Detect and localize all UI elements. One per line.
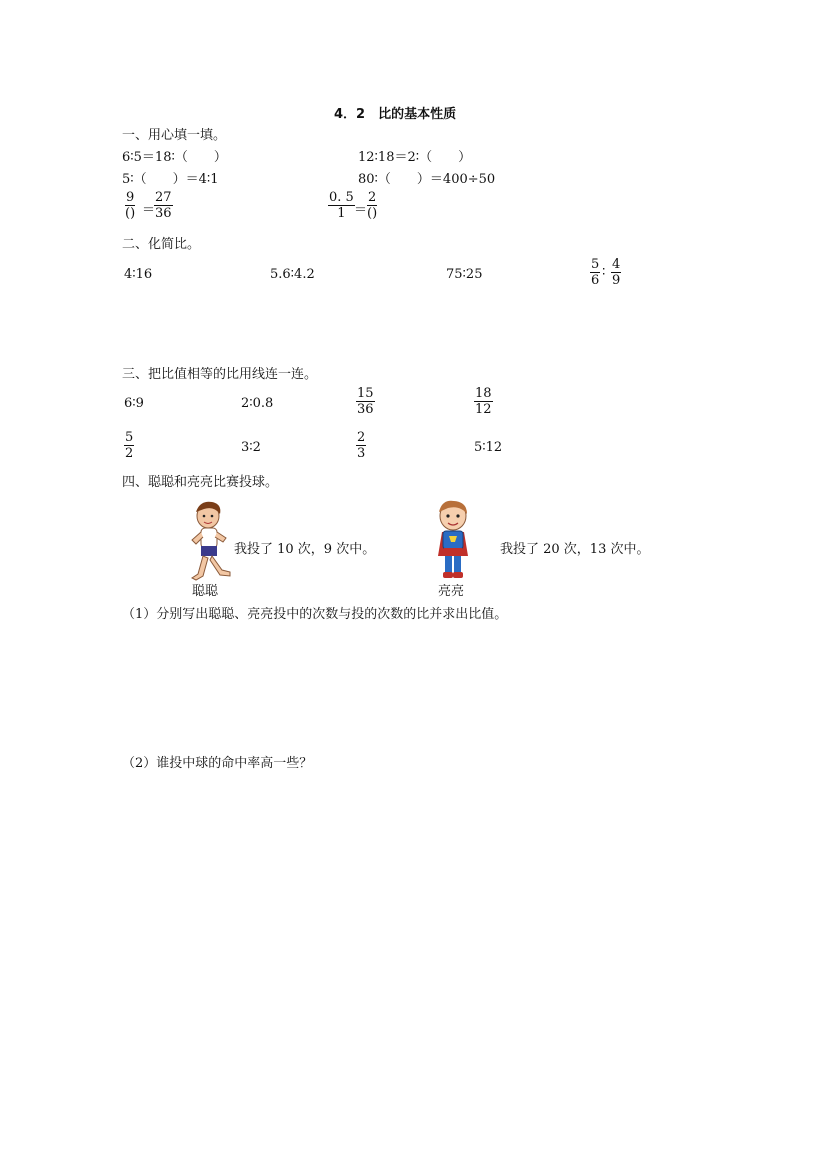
- fraction-denominator: 12: [475, 402, 492, 417]
- simplify-item-2: 5.6∶4.2: [270, 267, 315, 282]
- boy-liangliang-illustration: [428, 498, 478, 580]
- match-row1-b: 2∶0.8: [241, 396, 274, 411]
- match-row1-d: [474, 386, 493, 417]
- fraction-denominator: 36: [357, 402, 374, 417]
- fraction-numerator: 2: [367, 190, 377, 205]
- fill-question-5-lhs: [124, 190, 136, 221]
- fraction-denominator: 6: [591, 273, 600, 288]
- boy-congcong-name: 聪聪: [192, 584, 219, 599]
- fraction-numerator: 4: [612, 257, 621, 272]
- section4-heading: 四、聪聪和亮亮比赛投球。: [122, 475, 279, 490]
- fill-question-5-rhs: [154, 190, 173, 221]
- boy-congcong-speech: 我投了 10 次，9 次中。: [234, 542, 376, 557]
- match-row2-c: [356, 430, 366, 461]
- fraction-denominator: 2: [125, 446, 134, 461]
- fill-question-3: 5∶（ ）＝4∶1: [122, 172, 219, 187]
- fraction-denominator: 36: [155, 206, 172, 221]
- boy-liangliang-name: 亮亮: [438, 584, 465, 599]
- simplify-item-3: 75∶25: [446, 267, 483, 282]
- equals-sign: ＝: [142, 203, 156, 218]
- section4-question-2: （2）谁投中球的命中率高一些？: [122, 756, 313, 771]
- fill-question-1: 6∶5＝18∶（ ）: [122, 150, 227, 165]
- fraction-numerator: 0. 5: [329, 190, 354, 205]
- fraction-numerator: 15: [357, 386, 374, 401]
- fraction-numerator: 9: [125, 190, 135, 205]
- boy-congcong-illustration: [186, 500, 236, 584]
- match-row2-d: 5∶12: [474, 440, 503, 455]
- equals-sign: ＝: [354, 203, 368, 218]
- boy-liangliang-speech: 我投了 20 次，13 次中。: [500, 542, 650, 557]
- fraction-numerator: 18: [475, 386, 492, 401]
- section2-heading: 二、化简比。: [122, 237, 201, 252]
- fill-question-6-rhs: [366, 190, 378, 221]
- fill-question-4: 80∶（ ）＝400÷50: [358, 172, 496, 187]
- fraction-denominator: 1: [337, 206, 346, 221]
- ratio-colon: ∶: [602, 265, 606, 280]
- simplify-item-4-a: [590, 257, 600, 288]
- fraction-numerator: 5: [591, 257, 600, 272]
- section3-heading: 三、把比值相等的比用线连一连。: [122, 367, 318, 382]
- fill-question-2: 12∶18＝2∶（ ）: [358, 150, 472, 165]
- section1-heading: 一、用心填一填。: [122, 128, 227, 143]
- fraction-denominator: (): [367, 206, 378, 221]
- fraction-numerator: 27: [155, 190, 172, 205]
- fraction-numerator: 2: [357, 430, 366, 445]
- match-row2-b: 3∶2: [241, 440, 261, 455]
- fraction-denominator: (): [125, 206, 136, 221]
- match-row2-a: [124, 430, 134, 461]
- fill-question-6-lhs: [328, 190, 355, 221]
- match-row1-c: [356, 386, 375, 417]
- simplify-item-1: 4∶16: [124, 267, 153, 282]
- fraction-numerator: 5: [125, 430, 134, 445]
- section4-question-1: （1）分别写出聪聪、亮亮投中的次数与投的次数的比并求出比值。: [122, 607, 508, 622]
- simplify-item-4-b: [611, 257, 621, 288]
- fraction-denominator: 3: [357, 446, 366, 461]
- fraction-denominator: 9: [612, 273, 621, 288]
- match-row1-a: 6∶9: [124, 396, 144, 411]
- page-title: 4．2 比的基本性质: [334, 107, 457, 122]
